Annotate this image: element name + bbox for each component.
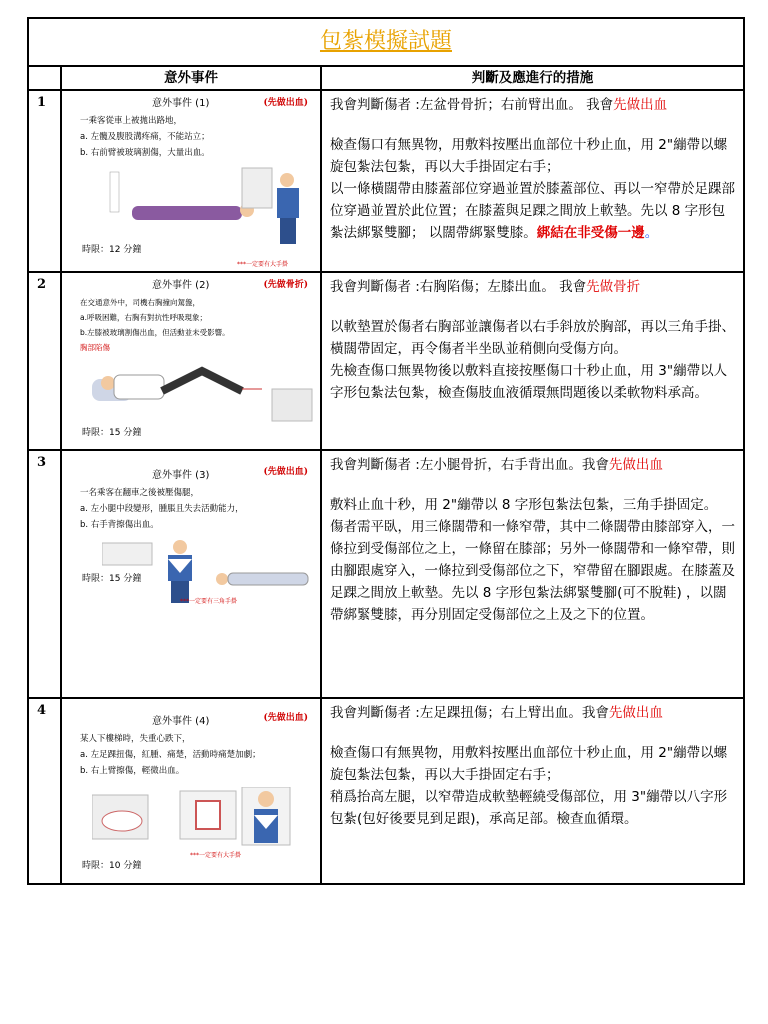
- bent-legs: [162, 371, 242, 391]
- priority-highlight: 先做出血: [608, 457, 663, 473]
- desc-line: a. 左足踝扭傷，紅腫、痛楚，活動時痛楚加劇；: [80, 750, 261, 760]
- action-cell: [321, 272, 744, 450]
- injury-illustration: [102, 166, 312, 246]
- card-note: (先做出血): [263, 98, 308, 108]
- action-para: 稍爲抬高左腿，以窄帶造成軟墊輕繞受傷部位，用 3"繃帶以八字形包紮(包好後要見到足跟)，承高足部。檢查血循環。: [330, 789, 728, 827]
- action-para: 傷者需平臥，用三條闊帶和一條窄帶，其中二條闊帶由膝部穿入，一條拉到受傷部位之上，一條留在膝部；另外一條闊帶和一條窄帶，則由腳跟處穿入，一條拉到受傷部位之下，窄帶留在腳跟處。在膝蓋及足踝之間放上軟墊。先以 8 字形包紮法綁緊雙腳(可不脫鞋) ，以闊帶綁緊雙膝，再分別固定受傷部位之上及之下的位置。: [330, 519, 735, 623]
- incident-cell: [61, 450, 321, 698]
- row-number: 3: [28, 450, 61, 698]
- hand-photo: [102, 543, 152, 565]
- desc-line: 一乘客從車上被拋出路地，: [80, 116, 183, 126]
- header-action: 判斷及應進行的措施: [321, 66, 744, 90]
- card-time: 時限：15 分鐘: [82, 428, 142, 438]
- action-cell: [321, 450, 744, 698]
- incident-cell: [61, 698, 321, 884]
- desc-line: a. 左小腿中段變形，腫脹且失去活動能力，: [80, 504, 244, 514]
- row-number: 1: [28, 90, 61, 272]
- row-number: 4: [28, 698, 61, 884]
- table-row: [28, 272, 744, 450]
- desc-line: b. 右前臂被玻璃割傷，大量出血。: [80, 148, 210, 158]
- incident-card: [62, 91, 320, 271]
- card-time: 時限：12 分鐘: [82, 245, 142, 255]
- card-title: 意外事件 (2): [152, 280, 210, 291]
- knee-photo: [272, 389, 312, 421]
- desc-flow: 胸部陷傷: [80, 343, 110, 352]
- priority-highlight: 先做出血: [613, 97, 668, 113]
- header-incident: 意外事件: [61, 66, 321, 90]
- page-title: 包紮模擬試題: [319, 29, 452, 54]
- card-caption: ***一定要有大手掛: [190, 852, 242, 859]
- card-desc: [80, 485, 244, 533]
- injury-illustration: [92, 787, 317, 847]
- incident-cell: [61, 272, 321, 450]
- card-time: 時限：15 分鐘: [82, 574, 142, 584]
- card-caption: ***一定要有大手掛: [237, 261, 289, 268]
- lying-person: [228, 573, 308, 585]
- standing-legs: [280, 218, 296, 244]
- exam-sheet: [27, 17, 743, 885]
- card-time: 時限：10 分鐘: [82, 861, 142, 871]
- exam-table: [27, 17, 745, 885]
- desc-line: a.呼吸困難，右胸有對抗性呼吸現象；: [80, 313, 207, 322]
- judgement: 我會判斷傷者 :左盆骨骨折；右前臂出血。 我會先做出血: [330, 97, 668, 113]
- person-head: [280, 173, 294, 187]
- action-para: 檢查傷口有無異物，用敷料按壓出血部位十秒止血，用 2"繃帶以螺旋包紮法包紮，再以大手掛固定右手；: [330, 745, 728, 783]
- desc-line: 一名乘客在翻車之後被壓傷腿，: [80, 488, 200, 498]
- action-para: 檢查傷口有無異物，用敷料按壓出血部位十秒止血，用 2"繃帶以螺旋包紮法包紮，再以大手掛固定右手；: [330, 137, 728, 175]
- ankle-bandage: [102, 811, 142, 831]
- priority-highlight: 先做出血: [608, 705, 663, 721]
- judgement: 我會判斷傷者 :右胸陷傷；左膝出血。 我會先做骨折: [330, 279, 641, 295]
- card-note: (先做出血): [263, 467, 308, 477]
- card-desc: [80, 731, 261, 779]
- person-head: [101, 376, 115, 390]
- card-desc: [80, 295, 230, 355]
- desc-line: a. 左髖及腹股溝疼痛，不能站立；: [80, 132, 210, 142]
- lying-person: [132, 206, 242, 220]
- desc-line: 在交通意外中，司機右胸撞向駕盤，: [80, 298, 200, 307]
- person-head: [216, 573, 228, 585]
- card-note: (先做骨折): [263, 280, 308, 290]
- card-desc: [80, 113, 210, 161]
- incident-card: [62, 451, 320, 697]
- card-caption: ***一定要有三角手掛: [180, 598, 238, 605]
- standing-person: [277, 188, 299, 218]
- action-para: 先檢查傷口無異物後以敷料直接按壓傷口十秒止血，用 3"繃帶以人字形包紮法包紮，檢查傷肢血液循環無問題後以柔軟物料承高。: [330, 363, 728, 401]
- row-number: 2: [28, 272, 61, 450]
- arm-bandage: [196, 801, 220, 829]
- priority-highlight: 先做骨折: [586, 279, 641, 295]
- injury-illustration: [92, 361, 317, 431]
- action-para: 以軟墊置於傷者右胸部並讓傷者以右手斜放於胸部，再以三角手掛、橫闊帶固定，再令傷者半坐臥並稍側向受傷方向。: [330, 319, 735, 357]
- person-head: [258, 791, 274, 807]
- warning-highlight: 綁結在非受傷一邊: [536, 225, 645, 241]
- action-cell: [321, 698, 744, 884]
- desc-line: b. 右手背擦傷出血。: [80, 520, 159, 530]
- action-para: 敷料止血十秒，用 2"繃帶以 8 字形包紮法包紮，三角手掛固定。: [330, 497, 718, 513]
- judgement: 我會判斷傷者 :左小腿骨折，右手背出血。我會先做出血: [330, 457, 663, 473]
- desc-line: b. 右上臂擦傷，輕微出血。: [80, 766, 185, 776]
- incident-card: [62, 699, 320, 883]
- incident-cell: [61, 90, 321, 272]
- torso: [114, 375, 164, 399]
- person-head: [173, 540, 187, 554]
- card-title: 意外事件 (4): [152, 716, 210, 727]
- table-row: [28, 450, 744, 698]
- card-title: 意外事件 (3): [152, 470, 210, 481]
- table-row: [28, 698, 744, 884]
- judgement: 我會判斷傷者 :左足踝扭傷；右上臂出血。我會先做出血: [330, 705, 663, 721]
- desc-line: b.左膝被玻璃割傷出血，但活動並未受影響。: [80, 328, 230, 337]
- incident-card: [62, 273, 320, 449]
- action-para: 以一條橫闊帶由膝蓋部位穿過並置於膝蓋部位、再以一窄帶於足踝部位穿過並置於此位置；在膝蓋與足踝之間放上軟墊。先以 8 字形包紮法綁緊雙腳； 以闊帶綁緊雙膝。綁結在非受傷一邊。: [330, 181, 735, 241]
- label-strip: [110, 172, 119, 212]
- title-cell: [28, 18, 744, 66]
- header-num: [28, 66, 61, 90]
- card-title: 意外事件 (1): [152, 98, 210, 109]
- table-row: [28, 90, 744, 272]
- card-note: (先做出血): [263, 713, 308, 723]
- action-cell: [321, 90, 744, 272]
- bandage-photo: [242, 168, 272, 208]
- desc-line: 某人下樓梯時，失重心跌下，: [80, 734, 191, 744]
